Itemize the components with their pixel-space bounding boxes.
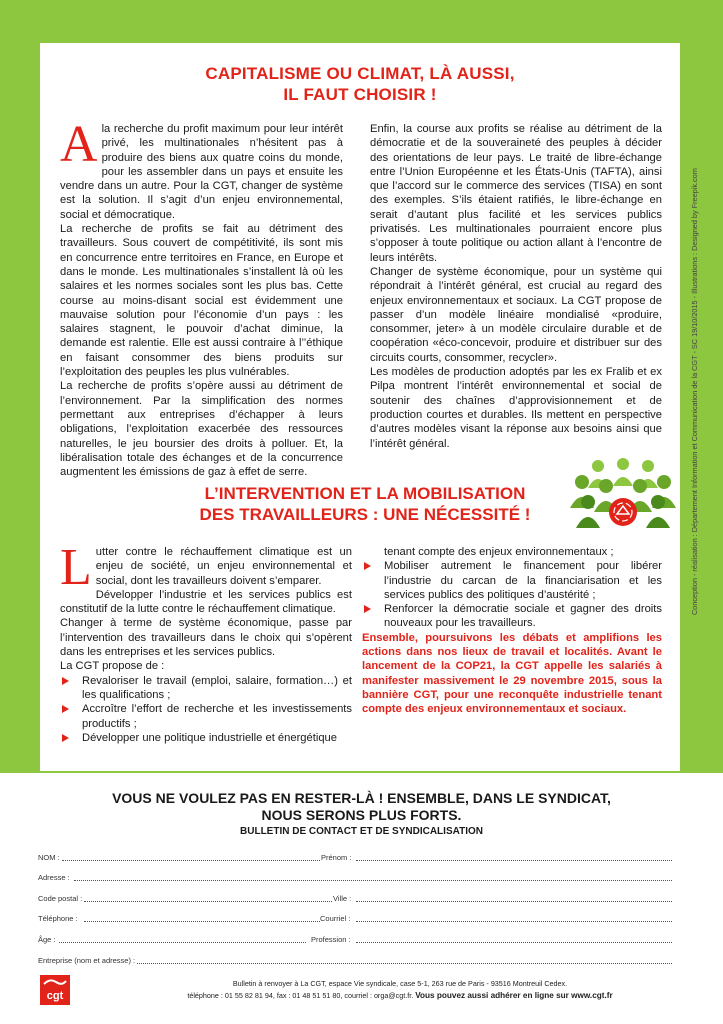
paragraph: utter contre le réchauffement climatique est un enjeu de société, un enjeu environnemental et social, dont les travailleurs doivent s’emparer.	[95, 546, 352, 587]
call-to-action: Ensemble, poursuivons les débats et amplifions les actions dans nos lieux de travail et localités. Avant le lancement de la COP21, la CGT appelle les salariés à manifester massivement le 29 novembre 2015, sous la bannière CGT, pour une reconquête industrielle tenant compte des enjeux environnementaux et sociaux.	[362, 631, 662, 716]
list-item: Renforcer la démocratie sociale et gagner des droits nouveaux pour les travailleurs.	[362, 602, 662, 631]
dropcap-a: A	[60, 116, 98, 173]
footer-online-link[interactable]: Vous pouvez aussi adhérer en ligne sur www.cgt.fr	[415, 991, 613, 1000]
telephone-label: Téléphone :	[38, 914, 78, 923]
paragraph: Développer l’industrie et les services publics est constitutif de la lutte contre le réchauffement climatique.	[60, 588, 352, 616]
article1-title-line2: IL FAUT CHOISIR !	[283, 85, 437, 104]
triangle-bullet-icon	[364, 562, 371, 570]
triangle-bullet-icon	[62, 677, 69, 685]
list-item-continuation: tenant compte des enjeux environnementaux ;	[384, 546, 614, 558]
article2-column-left	[60, 539, 352, 745]
footer-contact-details: téléphone : 01 55 82 81 94, fax : 01 48 51 51 80, courriel : orga@cgt.fr.	[187, 991, 414, 1000]
paragraph: La CGT propose de :	[60, 660, 165, 673]
article2-title-line1: L’INTERVENTION ET LA MOBILISATION	[204, 484, 526, 503]
article1-column-right	[370, 122, 662, 451]
code-postal-label: Code postal :	[38, 894, 83, 903]
ville-label: Ville :	[333, 894, 352, 903]
paragraph: La recherche de profits s’opère aussi au détriment de l’environnement. Par la simplification des normes permettant aux entreprises d’échapper à leurs obligations, l’exploitation exacerbée des ressources naturelles, le jeu boursier des droits à polluer. Et, la libéralisation totale des échanges et de la concurrence augmentent les émissions de gaz à effet de serre.	[60, 380, 343, 479]
profession-label: Profession :	[311, 935, 351, 944]
prenom-label: Prénom :	[321, 853, 352, 862]
article1-column-left	[60, 116, 343, 479]
code-postal-field[interactable]	[84, 901, 332, 902]
bulletin-title-line2: NOUS SERONS PLUS FORTS.	[261, 807, 462, 823]
bulletin-title	[60, 790, 663, 824]
logo-text: cgt	[46, 990, 64, 1002]
form-row-entreprise	[38, 955, 678, 967]
nom-field[interactable]	[62, 860, 344, 861]
courriel-label: Courriel :	[320, 914, 351, 923]
article-panel	[40, 43, 680, 771]
courriel-field[interactable]	[356, 921, 672, 922]
profession-field[interactable]	[356, 942, 672, 943]
form-row-age	[38, 934, 678, 946]
dropcap-l: L	[60, 539, 92, 596]
article2-title-line2: DES TRAVAILLEURS : UNE NÉCESSITÉ !	[199, 505, 531, 524]
telephone-field[interactable]	[84, 921, 320, 922]
triangle-bullet-icon	[364, 605, 371, 613]
cgt-logo	[40, 975, 70, 1005]
form-row-telephone	[38, 913, 678, 925]
bulletin-subtitle: BULLETIN DE CONTACT ET DE SYNDICALISATION	[240, 826, 483, 837]
paragraph: Changer de système économique, pour un système qui répondrait à l’intérêt général, est crucial au regard des enjeux environnementaux et sociaux. La CGT propose de passer d’un modèle linéaire mondialisé «produire, consommer, jeter» à un modèle circulaire durable et de coopération «éco-concevoir, produire et distribuer sur des circuits courts, consommer, recycler».	[370, 265, 662, 364]
paragraph: la recherche du profit maximum pour leur intérêt privé, les multinationales n’hésitent pas à produire des biens aux quatre coins du monde, pour les assembler dans un pays et ensuite les vendre dans un autre. Pour la CGT, changer de système est la solution. Il s’agit d’un enjeu environnemental, social et démocratique.	[60, 123, 343, 221]
list-item: Mobiliser autrement le financement pour libérer l’industrie du carcan de la financiarisation et les services publics des politiques d’austérité ;	[362, 559, 662, 602]
form-row-code-postal	[38, 893, 678, 905]
credits-vertical: Conception - réalisation : Département Information et Communication de la CGT - SC 19/10/2015 - Illustrations : Designed by Freepik.com	[690, 168, 699, 615]
paragraph: Enfin, la course aux profits se réalise au détriment de la démocratie et de la souveraineté des peuples à décider des orientations de leur pays. Le traité de libre-échange entre l’Union Européenne et les États-Unis (TAFTA), ainsi que l’accord sur le commerce des services (TISA) en sont des exemples. S’ils étaient ratifiés, le libre-échange en serait d’autant plus facilité et les services publics privatisés. Les multinationales pourraient encore plus s’opposer à toute politique ou action allant à l’encontre de leurs intérêts.	[370, 123, 662, 264]
list-item: Revaloriser le travail (emploi, salaire, formation…) et les qualifications ;	[60, 674, 352, 703]
list-item: Accroître l’effort de recherche et les investissements productifs ;	[60, 702, 352, 731]
age-label: Âge :	[38, 935, 56, 944]
ville-field[interactable]	[356, 901, 672, 902]
entreprise-field[interactable]	[134, 963, 672, 964]
paragraph: Les modèles de production adoptés par les ex Fralib et ex Pilpa montrent l’intérêt environnemental et social de soutenir des chaînes d’approvisionnement et de production courtes et durables. Ils mettent en perspective d’autres modèles visant la réponse aux besoins ainsi que l’intérêt général.	[370, 366, 662, 450]
article2-column-right	[362, 545, 662, 717]
footer-contact	[120, 990, 680, 1002]
adresse-label: Adresse :	[38, 873, 70, 882]
form-row-adresse	[38, 872, 678, 884]
nom-label: NOM :	[38, 853, 60, 862]
triangle-bullet-icon	[62, 705, 69, 713]
footer-address: Bulletin à renvoyer à La CGT, espace Vie syndicale, case 5-1, 263 rue de Paris - 93516 Montreuil Cedex.	[232, 979, 568, 988]
triangle-bullet-icon	[62, 734, 69, 742]
article2-title	[155, 483, 575, 525]
list-item: Développer une politique industrielle et énergétique	[60, 731, 352, 745]
form-row-nom	[38, 852, 678, 864]
age-field[interactable]	[56, 942, 306, 943]
bulletin-title-line1: VOUS NE VOULEZ PAS EN RESTER-LÀ ! ENSEMBLE, DANS LE SYNDICAT,	[112, 790, 611, 806]
paragraph: Changer à terme de système économique, passe par l’intervention des travailleurs dans le choix qui s’opèrent dans les entreprises et les services publics.	[60, 617, 352, 659]
prenom-field[interactable]	[356, 860, 672, 861]
proposal-list	[60, 674, 352, 745]
entreprise-label: Entreprise (nom et adresse) :	[38, 956, 136, 965]
people-recycle-illustration	[568, 456, 678, 530]
article1-title	[40, 63, 680, 105]
paragraph: La recherche de profits se fait au détriment des travailleurs. Sous couvert de compétitivité, ils sont mis en concurrence entre territoires en France, en Europe et dans le monde. Les multinationales s’installent là où les salaires et les normes sociales sont les plus bas. Cette course au moins-disant social est évidemment une mauvaise solution pour l’économie d’un pays : les salaires stagnent, le pouvoir d’achat diminue, la demande est ralentie. Elle est aussi contraire à l’’éthique en faisant consommer des biens produits sur l’exploitation des peuples les plus vulnérables.	[60, 223, 343, 379]
article1-title-line1: CAPITALISME OU CLIMAT, LÀ AUSSI,	[205, 64, 515, 83]
bulletin-footer	[120, 978, 680, 1002]
proposal-list-continued	[362, 545, 662, 631]
adresse-field[interactable]	[74, 880, 672, 881]
